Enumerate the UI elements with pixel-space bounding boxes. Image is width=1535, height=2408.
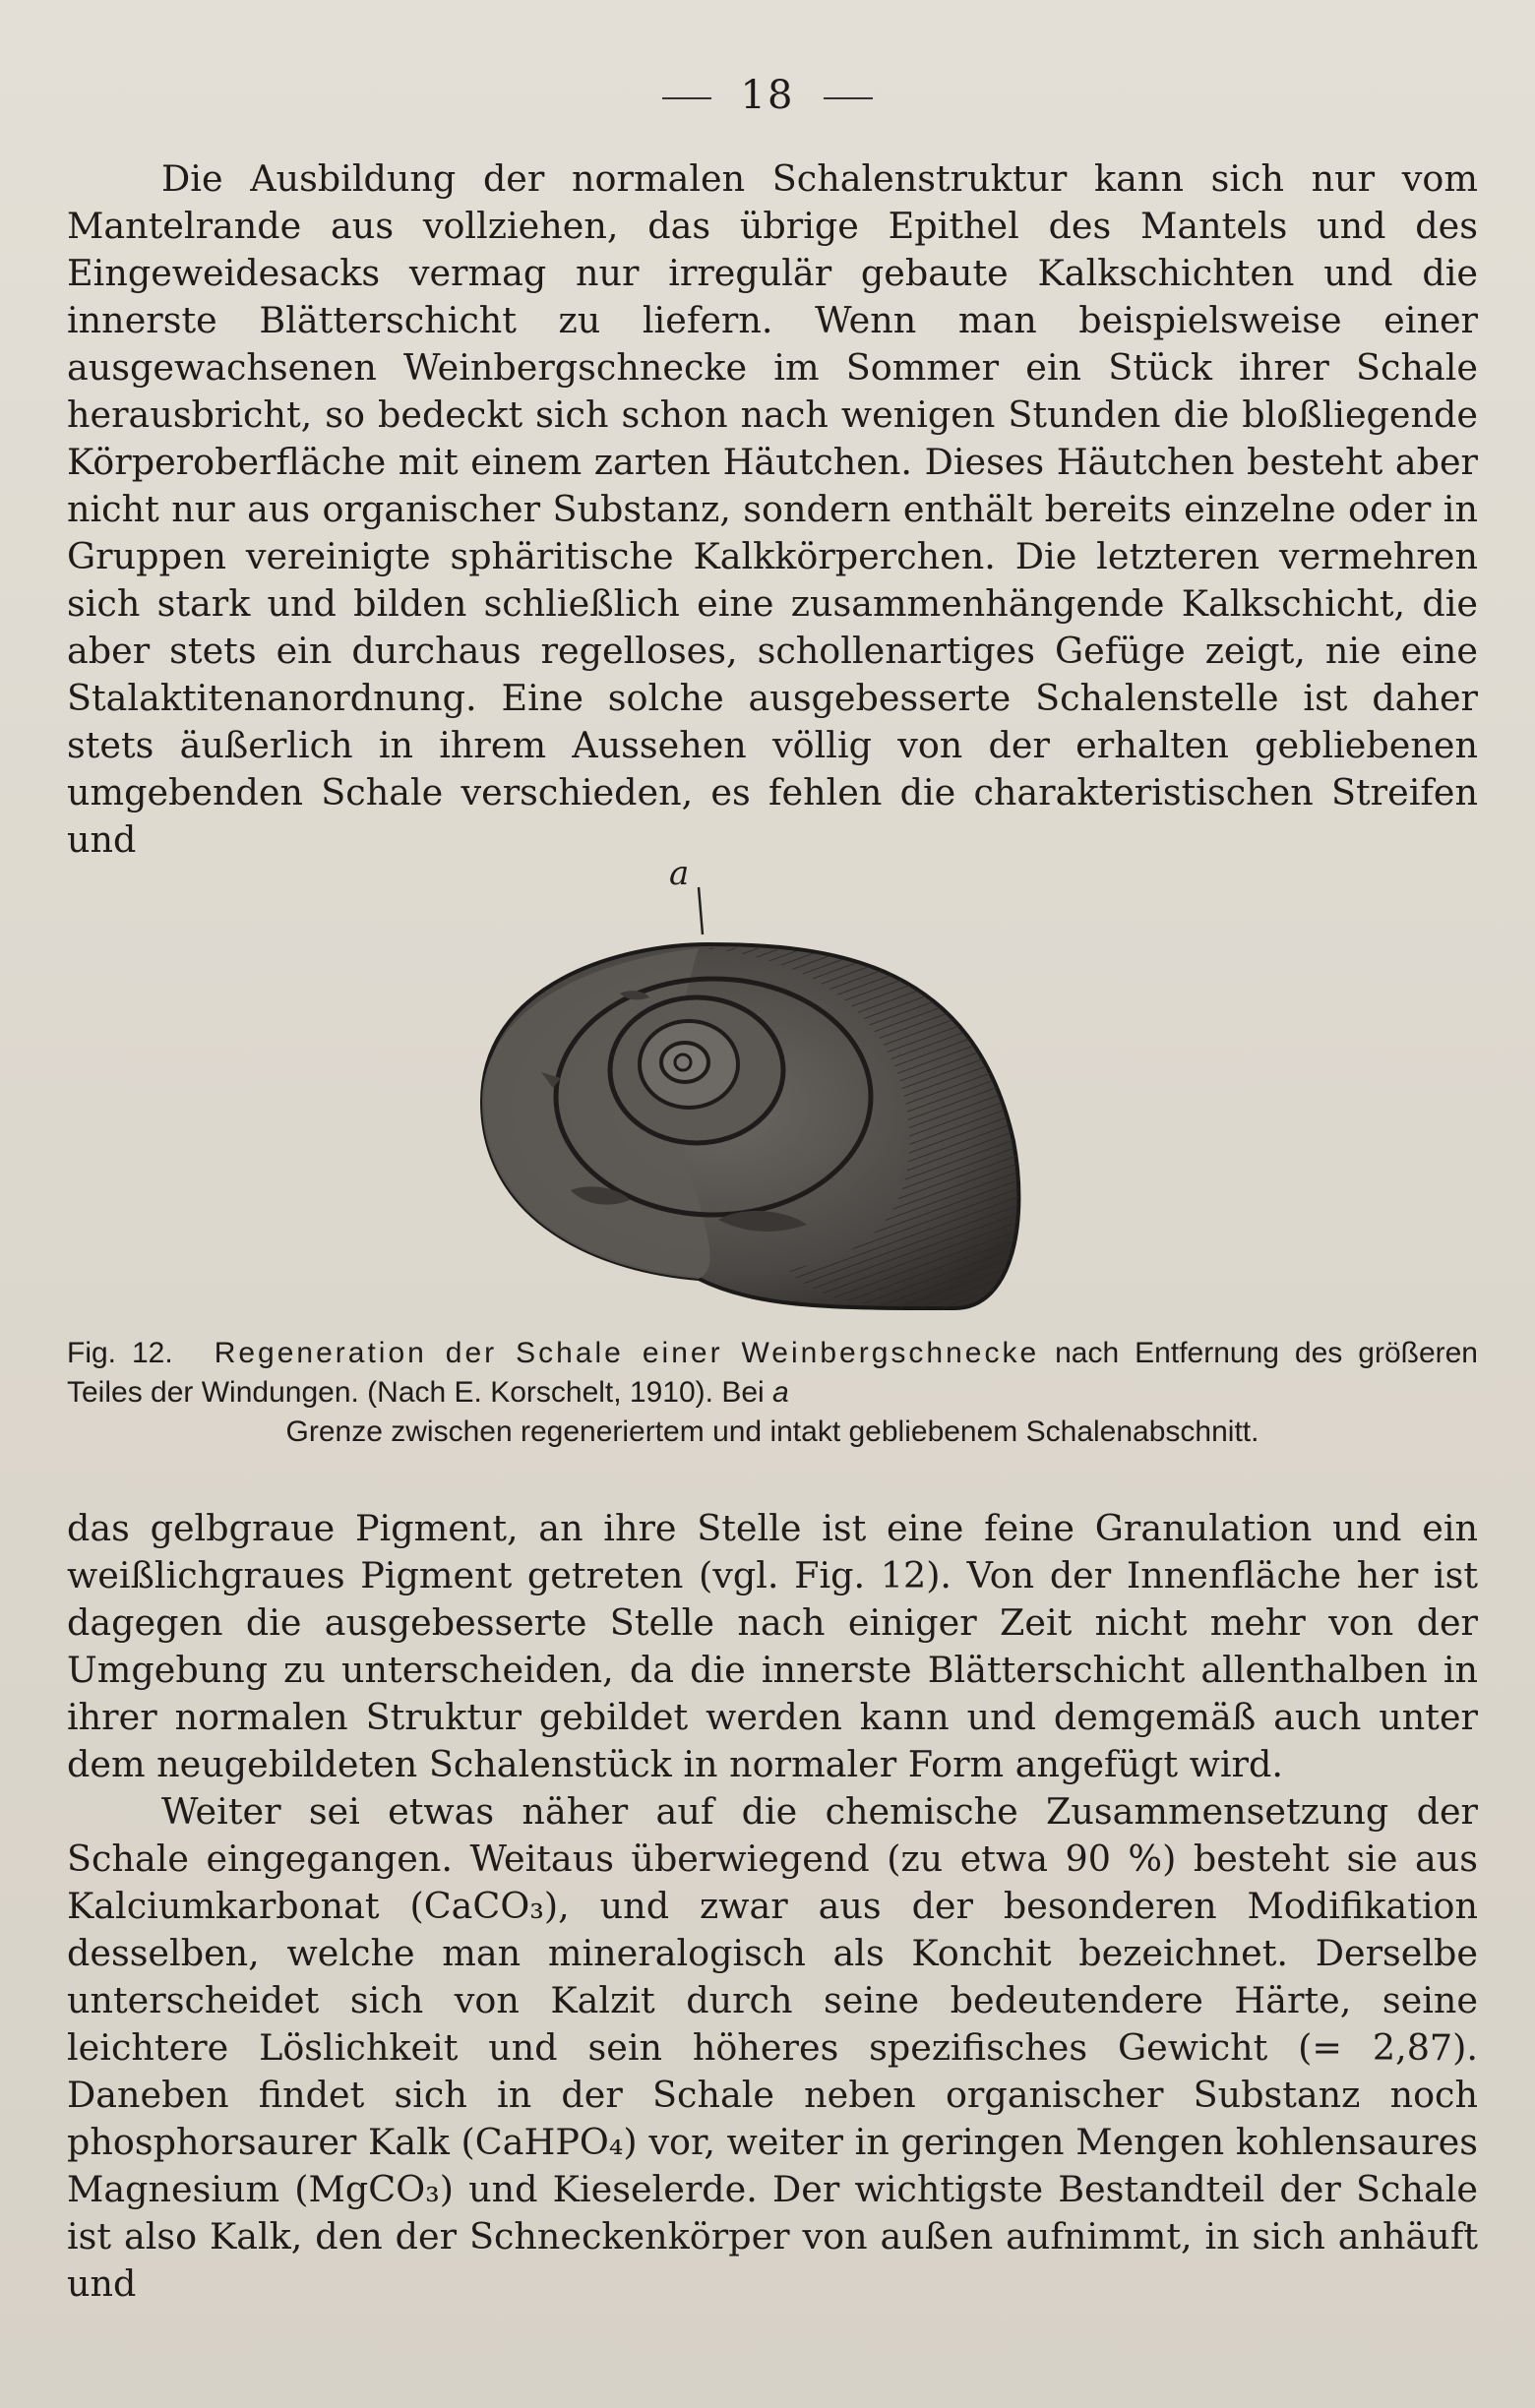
paragraph-shell-structure: Die Ausbildung der normalen Schalenstruktur kann sich nur vom Mantelrande aus vollziehen, das übrige Epithel des Mantels und des Eingeweidesacks vermag nur irregulär gebaute Kalkschichten und die innerste Blätterschicht zu liefern. Wenn man beispielsweise einer ausgewachsenen Weinbergschnecke im Sommer ein Stück ihrer Schale herausbricht, so bedeckt sich schon nach wenigen Stunden die bloßliegende Körperoberfläche mit einem zarten Häutchen. Dieses Häutchen besteht aber nicht nur aus organischer Substanz, sondern enthält bereits einzelne oder in Gruppen vereinigte sphäritische Kalkkörperchen. Die letzteren vermehren sich stark und bilden schließlich eine zusammenhängende Kalkschicht, die aber stets ein durchaus regelloses, schollenartiges Gefüge zeigt, nie eine Stalaktitenanordnung. Eine solche ausgebesserte Schalenstelle ist daher stets äußerlich in ihrem Aussehen völlig von der erhalten gebliebenen umgebenden Schale verschieden, es fehlen die charakteristischen Streifen und: [67, 157, 1478, 861]
caption-figure-number: Fig. 12.: [67, 1337, 173, 1369]
caption-marker: a: [772, 1376, 789, 1409]
whorl-apex: [661, 1043, 708, 1082]
caption-tail: Grenze zwischen regeneriertem und intakt gebliebenem Schalenabschnitt.: [285, 1415, 1259, 1448]
page-number-right-dash: [824, 97, 873, 99]
figure-marker-a: a: [669, 854, 690, 893]
marker-pointer-line: [699, 887, 703, 934]
page-number-left-dash: [662, 97, 711, 99]
caption-body: nach Entfernung des größeren Teiles der Windungen. (Nach E. Korschelt, 1910). Bei: [67, 1337, 1478, 1409]
page-number: [0, 73, 1535, 118]
snail-shell-figure: [462, 846, 1073, 1318]
caption-title: Regeneration der Schale einer Weinbergschnecke: [214, 1337, 1040, 1369]
paragraph-pigment: das gelbgraue Pigment, an ihre Stelle ist eine feine Granulation und ein weißlichgraues Pigment getreten (vgl. Fig. 12). Von der Innenfläche her ist dagegen die ausgebesserte Stelle nach einiger Zeit nicht mehr von der Umgebung zu unterscheiden, da die innerste Blätterschicht allenthalben in ihrer normalen Struktur gebildet werden kann und demgemäß auch unter dem neugebildeten Schalenstück in normaler Form angefügt wird.: [67, 1507, 1478, 1785]
page-number-text: 18: [740, 73, 795, 118]
figure-caption: [67, 1334, 1478, 1452]
paragraph-chemistry: Weiter sei etwas näher auf die chemische Zusammensetzung der Schale eingegangen. Weitaus überwiegend (zu etwa 90 %) besteht sie aus Kalciumkarbonat (CaCO₃), und zwar aus der besonderen Modifikation desselben, welche man mineralogisch als Konchit bezeichnet. Derselbe unterscheidet sich von Kalzit durch seine bedeutendere Härte, seine leichtere Löslichkeit und sein höheres spezifisches Gewicht (= 2,87). Daneben findet sich in der Schale neben organischer Substanz noch phosphorsaurer Kalk (CaHPO₄) vor, weiter in geringen Mengen kohlensaures Magnesium (MgCO₃) und Kieselerde. Der wichtigste Bestandteil der Schale ist also Kalk, den der Schneckenkörper von außen aufnimmt, in sich anhäuft und: [67, 1790, 1478, 2305]
